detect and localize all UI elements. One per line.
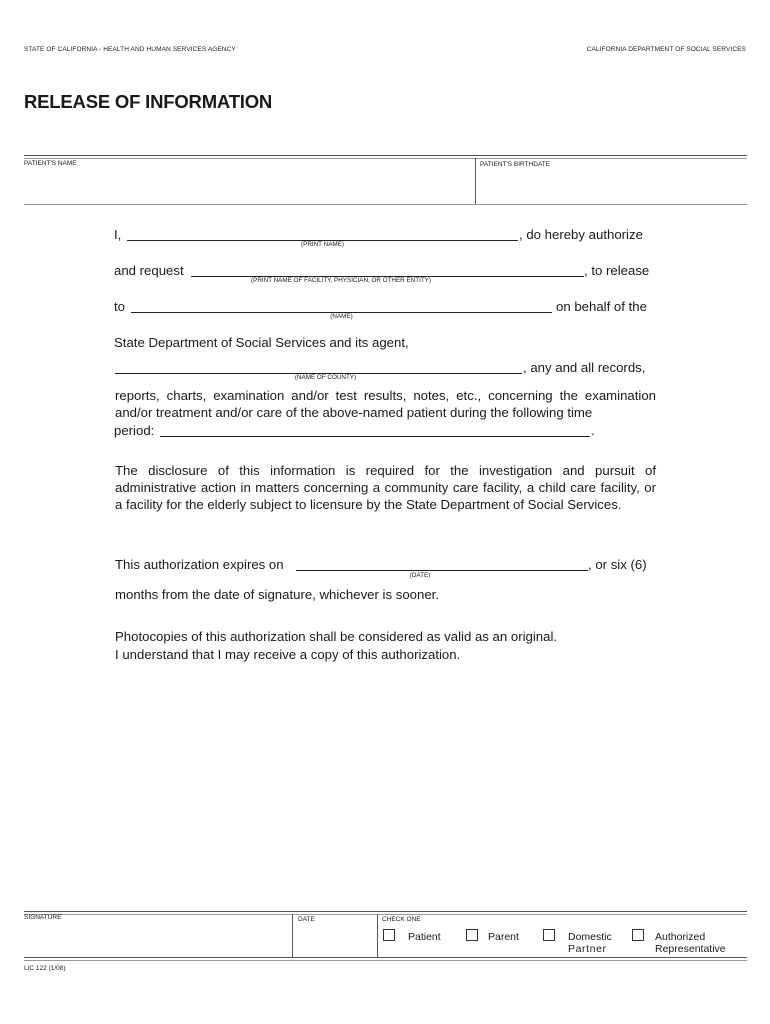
form-number: LIC 122 (1/08) <box>24 965 66 972</box>
period-prefix: period: <box>114 423 155 438</box>
date-label: DATE <box>298 916 315 923</box>
top-rule <box>24 155 747 156</box>
patient-name-field[interactable] <box>24 176 469 194</box>
period-input[interactable] <box>160 422 590 437</box>
authorized-representative-label-line1: Authorized <box>655 931 706 943</box>
state-department-line: State Department of Social Services and its agent, <box>114 335 409 350</box>
signature-block-top-rule <box>24 911 747 912</box>
period-suffix: . <box>591 423 595 438</box>
patient-birthdate-label: PATIENT'S BIRTHDATE <box>480 161 551 168</box>
request-prefix: and request <box>114 263 184 278</box>
parent-checkbox[interactable] <box>466 929 478 941</box>
facility-caption: (PRINT NAME OF FACILITY, PHYSICIAN, OR OTHER ENTITY) <box>251 277 431 284</box>
top-rule-inner <box>24 158 747 159</box>
signature-field[interactable] <box>24 928 286 954</box>
expires-prefix: This authorization expires on <box>115 557 284 572</box>
date-check-divider <box>377 914 378 958</box>
patient-checkbox[interactable] <box>383 929 395 941</box>
photocopies-line2: I understand that I may receive a copy of this authorization. <box>115 647 461 662</box>
facility-name-input[interactable] <box>191 262 584 277</box>
records-paragraph: reports, charts, examination and/or test results, notes, etc., concerning the examination and/or treatment and/or care of the above-named patient during the following time <box>115 388 656 421</box>
signature-date-field[interactable] <box>298 928 372 954</box>
date-caption: (DATE) <box>409 572 431 579</box>
print-name-caption: (PRINT NAME) <box>301 241 344 248</box>
photocopies-line1: Photocopies of this authorization shall be considered as valid as an original. <box>115 629 558 644</box>
domestic-partner-label-line2: Partner <box>568 943 607 955</box>
county-caption: (NAME OF COUNTY) <box>294 374 357 381</box>
domestic-partner-checkbox[interactable] <box>543 929 555 941</box>
authorized-representative-checkbox[interactable] <box>632 929 644 941</box>
signature-block-top-rule-inner <box>24 914 747 915</box>
agency-header-right: CALIFORNIA DEPARTMENT OF SOCIAL SERVICES <box>586 46 746 53</box>
print-name-input[interactable] <box>127 226 518 241</box>
domestic-partner-label-line1: Domestic <box>568 931 612 943</box>
check-one-label: CHECK ONE <box>382 916 421 923</box>
name-caption: (NAME) <box>330 313 353 320</box>
expiration-date-input[interactable] <box>296 556 588 571</box>
recipient-name-input[interactable] <box>131 298 552 313</box>
signature-label: SIGNATURE <box>24 914 62 921</box>
request-suffix: , to release <box>584 263 650 278</box>
disclosure-paragraph: The disclosure of this information is required for the investigation and pursuit of administrative action in matters concerning a community care facility, a child care facility, or a facility for the elderly subject to licensure by the State Department of Social Services. <box>115 463 656 513</box>
patient-birthdate-field[interactable] <box>480 176 740 194</box>
form-title: RELEASE OF INFORMATION <box>24 91 273 112</box>
patient-box-bottom-rule <box>24 204 747 205</box>
authorize-prefix: I, <box>114 227 122 242</box>
patient-name-label: PATIENT'S NAME <box>24 160 77 167</box>
records-suffix: , any and all records, <box>523 360 646 375</box>
on-behalf-suffix: on behalf of the <box>556 299 647 314</box>
authorized-representative-label-line2: Representative <box>655 943 726 955</box>
patient-box-divider <box>475 158 476 204</box>
signature-block-bottom-rule <box>24 957 747 958</box>
parent-option-label: Parent <box>488 931 519 943</box>
signature-block-bottom-rule-inner <box>24 960 747 961</box>
patient-option-label: Patient <box>408 931 441 943</box>
county-name-input[interactable] <box>115 359 522 374</box>
to-prefix: to <box>114 299 125 314</box>
agency-header-left: STATE OF CALIFORNIA - HEALTH AND HUMAN SERVICES AGENCY <box>24 46 236 53</box>
expires-suffix: , or six (6) <box>588 557 647 572</box>
authorize-suffix: , do hereby authorize <box>519 227 643 242</box>
signature-date-divider <box>292 914 293 958</box>
expires-line2: months from the date of signature, whichever is sooner. <box>115 587 439 602</box>
